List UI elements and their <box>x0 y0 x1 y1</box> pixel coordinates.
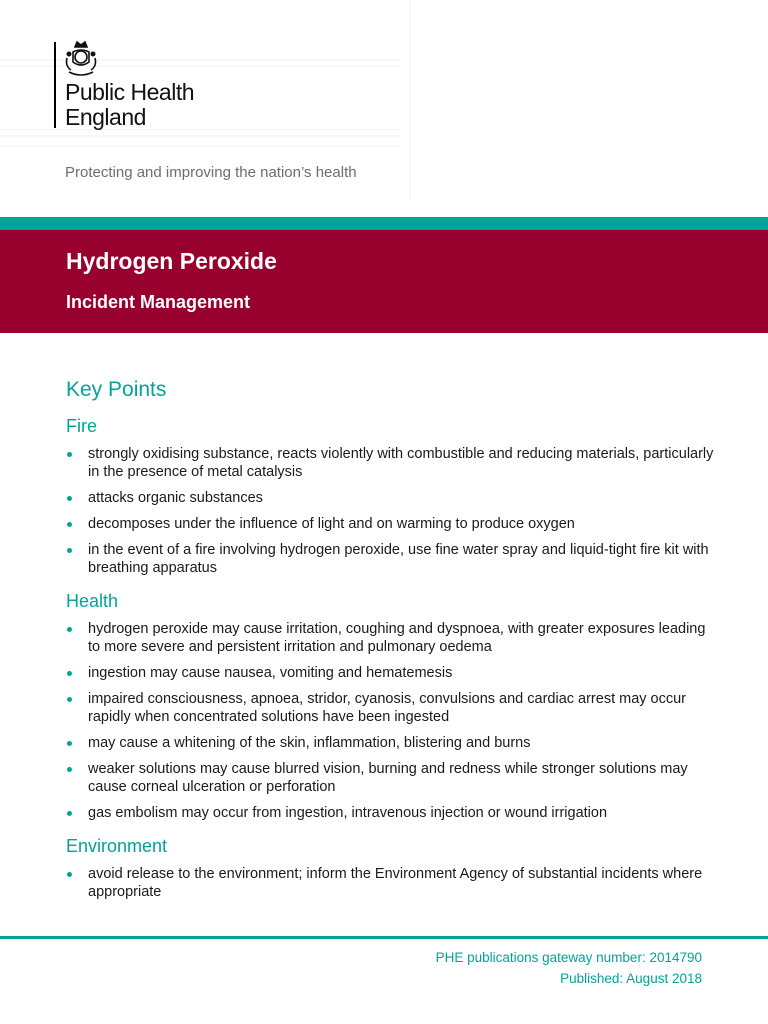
list-item-text: hydrogen peroxide may cause irritation, coughing and dyspnoea, with greater exposures leading to more severe and persistent irritation and pulmonary oedema <box>88 621 706 655</box>
tagline: Protecting and improving the nation’s health <box>65 164 357 181</box>
footer <box>436 947 702 989</box>
section-title-health: Health <box>66 591 119 611</box>
list-item-text: in the event of a fire involving hydrogen peroxide, use fine water spray and liquid-tight fire kit with breathing apparatus <box>88 542 709 576</box>
section-title-fire: Fire <box>66 416 97 436</box>
list-item <box>66 541 716 577</box>
bullet-icon <box>67 741 72 746</box>
teal-band <box>0 217 768 230</box>
list-item-text: gas embolism may occur from ingestion, intravenous injection or wound irrigation <box>88 805 608 821</box>
list-item <box>66 865 716 901</box>
list-item-text: decomposes under the influence of light and on warming to produce oxygen <box>88 516 575 532</box>
bullet-icon <box>67 671 72 676</box>
bullet-icon <box>67 452 72 457</box>
royal-crest-icon <box>63 40 99 80</box>
list-item <box>66 515 716 533</box>
list-item-text: may cause a whitening of the skin, inflammation, blistering and burns <box>88 735 531 751</box>
organisation-name <box>65 80 194 130</box>
bullet-list-health <box>66 620 716 822</box>
list-item-text: weaker solutions may cause blurred vision, burning and redness while stronger solutions may cause corneal ulceration or perforation <box>88 761 688 795</box>
bullet-list-environment <box>66 865 716 901</box>
org-name-line2: England <box>65 104 146 130</box>
main-content <box>66 378 716 915</box>
footer-divider <box>0 936 768 939</box>
bullet-icon <box>67 522 72 527</box>
list-item <box>66 445 716 481</box>
list-item <box>66 664 716 682</box>
bullet-icon <box>67 767 72 772</box>
bullet-list-fire <box>66 445 716 577</box>
published-date: Published: August 2018 <box>560 971 702 986</box>
list-item-text: ingestion may cause nausea, vomiting and hematemesis <box>88 665 453 681</box>
org-name-line1: Public Health <box>65 79 195 105</box>
bullet-icon <box>67 811 72 816</box>
list-item-text: attacks organic substances <box>88 490 263 506</box>
bullet-icon <box>67 627 72 632</box>
list-item <box>66 690 716 726</box>
section-title-environment: Environment <box>66 836 168 856</box>
document-subtitle: Incident Management <box>66 292 251 312</box>
bullet-icon <box>67 496 72 501</box>
list-item-text: avoid release to the environment; inform the Environment Agency of substantial incidents where appropriate <box>88 866 703 900</box>
sections-container <box>66 416 716 901</box>
list-item <box>66 489 716 507</box>
list-item <box>66 734 716 752</box>
bullet-icon <box>67 872 72 877</box>
key-points-heading: Key Points <box>66 378 167 401</box>
list-item <box>66 620 716 656</box>
list-item-text: strongly oxidising substance, reacts violently with combustible and reducing materials, particularly in the presence of metal catalysis <box>88 446 714 480</box>
list-item-text: impaired consciousness, apnoea, stridor, cyanosis, convulsions and cardiac arrest may occur rapidly when concentrated solutions have been ingested <box>88 691 687 725</box>
document-title: Hydrogen Peroxide <box>66 248 277 274</box>
logo-divider <box>54 42 56 128</box>
list-item <box>66 760 716 796</box>
list-item <box>66 804 716 822</box>
bullet-icon <box>67 697 72 702</box>
title-banner <box>0 230 768 333</box>
gateway-number: PHE publications gateway number: 2014790 <box>435 950 702 965</box>
bullet-icon <box>67 548 72 553</box>
